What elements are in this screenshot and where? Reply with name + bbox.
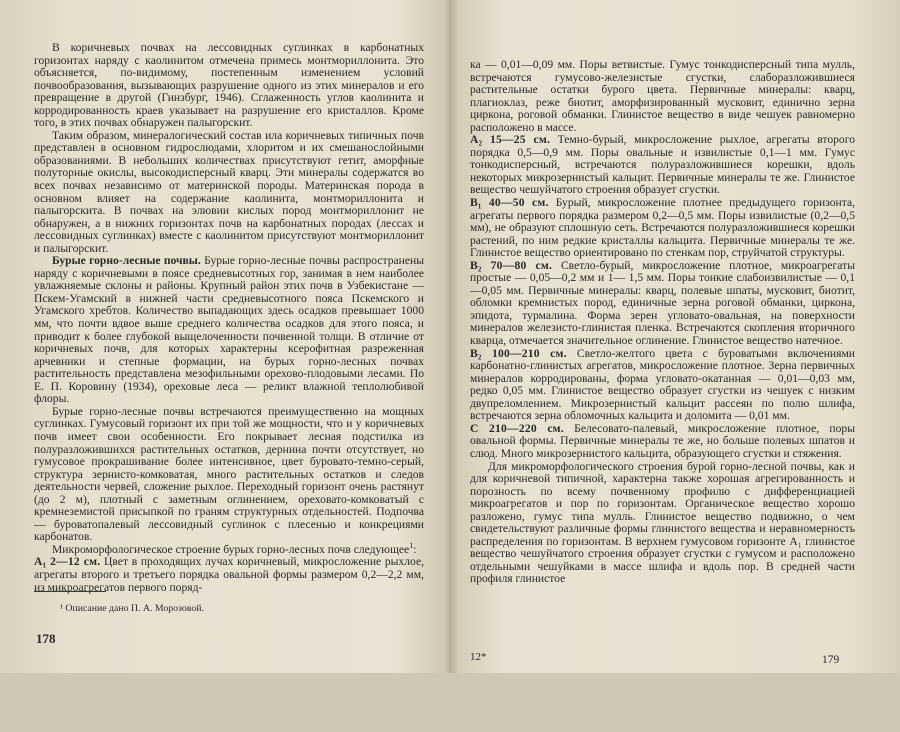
horizon-a1 <box>34 556 424 594</box>
footnote-ref: 1 <box>409 541 414 551</box>
micro-intro-end: : <box>413 542 417 556</box>
horizon-a2-text: Темно-бурый, микросложение рыхлое, агрегаты второго порядка 0,5—0,9 мм. Поры овальные и извилистые 0,1—1 мм. Гумус тонкодисперсный, встречаются полуразложившиеся корешки, вдоль некоторых микрозернистый кальцит. Первичные минералы те же. Глинистое вещество чешуйчатого строения образует сгустки. <box>470 133 855 197</box>
horizon-b1-label: B₁ 40—50 см. <box>470 196 549 210</box>
horizon-c-label: C 210—220 см. <box>470 421 564 435</box>
horizon-a2 <box>470 134 855 197</box>
micro-intro-text: Микроморфологическое строение бурых горно-лесных почв следующее <box>52 542 410 556</box>
horizon-b2-upper <box>470 260 855 348</box>
horizon-a1-label: A₁ 2—12 см. <box>34 555 101 569</box>
horizon-b2-upper-label: B₂ 70—80 см. <box>470 258 553 272</box>
left-paragraph-3: Бурые горно-лесные почвы встречаются преимущественно на мощных суглинках. Гумусовый горизонт их при той же мощности, что и у коричневых почв имеет свои особенности. Его покрывает лесная подстилка из полуразложившихся растительных остатков, дернина почти отсутствует, но гумусовое прокрашивание более интенсивное, цвет буровато-темно-серый, структура зернисто-комковатая, много растительных остатков и следов деятельности червей, сложение рыхлое. Переходный горизонт очень растянут (до 2 м), плотный с заметным оглинением, ореховато-комковатый с кремнеземистой присыпкой по граням структурных отдельностей. Подпочва — буроватопалевый лессовидный суглинок с плесенью и конкрециями карбонатов. <box>34 404 424 544</box>
horizon-c-text: Белесовато-палевый, микросложение плотное, поры овальной формы. Первичные минералы те же, но больше полевых шпатов и слюд. Много микрозернистого кальцита, образующего сгустки и стяжения. <box>470 421 855 460</box>
section-text: Бурые горно-лесные почвы распространены наряду с коричневыми в поясе средневысотных гор, занимая в нем наиболее увлажняемые склоны и районы. Крупный район этих почв в Узбекистане — Пскем-Угамский в нижней части средневысотного пояса Пскемского и Угамского хребтов. Количество выпадающих здесь осадков превышает 1000 мм, что почти вдвое выше среднего количества осадков для этого пояса, и приводит к более глубокой выщелоченности почвенной толщи. В отличие от коричневых почв, для которых характерны ксерофитная разреженная арчевники и степные формации, на бурых горно-лесных почвах растительность представлена мезофильными орехово-плодовыми лесами. По Е. П. Коровину (1934), ореховые леса — реликт влажной теплолюбивой флоры. <box>34 254 424 406</box>
horizon-b1-text: Бурый, микросложение плотнее предыдущего горизонта, агрегаты первого порядка размером 0,2—0,5 мм. Поры извилистые (0,2—0,5 мм), не образуют сплошную сеть. Встречаются полуразложившиеся корешки растений, по ним редкие кристаллы кальцита. Первичные минералы те же. Глинистое вещество ориентировано по стенкам пор, струйчатой структуры. <box>470 196 855 260</box>
horizon-b2-lower <box>470 348 855 423</box>
horizon-a2-label: A₂ 15—25 см. <box>470 133 551 147</box>
signature-mark: 12* <box>470 651 487 663</box>
left-paragraph-1: В коричневых почвах на лессовидных суглинках в карбонатных горизонтах наряду с каолинитом отмечена примесь монтмориллонита. Это объясняется, по-видимому, постепенным изменением условий почвообразования, вызывающих разрушение одного из этих минералов и его превращение в другой (Гинзбург, 1946). Сглаженность углов каолинита и корродированность краев указывает на разрушение его кристаллов. Кроме того, в этих почвах обнаружен палыгорскит. <box>34 42 424 130</box>
section-title: Бурые горно-лесные почвы. <box>52 254 201 268</box>
right-page <box>470 59 855 732</box>
section-paragraph <box>34 255 424 406</box>
horizon-b2-lower-label: B₂ 100—210 см. <box>470 346 567 360</box>
left-page <box>34 42 424 715</box>
footnote-divider <box>34 591 106 592</box>
horizon-b2-upper-text: Светло-бурый, микросложение плотное, микроагрегаты простые — 0,05—0,2 мм и 1— 1,5 мм. Поры тонкие слабоизвилистые — 0,1—0,05 мм. Первичные минералы: кварц, полевые шпаты, мусковит, биотит, обломки кремнистых пород, единичные зерна роговой обманки, циркона, эпидота, турмалина. Форма зерен угловато-овальная, на поверхности минералов железисто-глинистая пленка. Встречаются скопления вторичного кварца, отмечается значительное оглинение. Глинистое вещество натечное. <box>470 258 855 348</box>
left-paragraph-2: Таким образом, минералогический состав ила коричневых типичных почв представлен в основном гидрослюдами, хлоритом и их смешанослойными образованиями. В небольших количествах присутствуют гетит, аморфные полуторные окислы, высокодисперсный кварц. Эти минералы содержатся во всех почвах независимо от материнской породы. Материнская порода в основном влияет на содержание каолинита, монтмориллонита и палыгорскита. В почвах на элювии кислых пород монтмориллонит не обнаружен, а в нижних горизонтах почв на карбонатных породах (лессах и лессовидных суглинках) вместе с каолинитом присутствуют монтмориллонит и палыгорскит. <box>34 128 424 255</box>
footnote: ¹ Описание дано П. А. Морозовой. <box>60 603 204 614</box>
horizon-b2-lower-text: Светло-желтого цвета с буроватыми включениями карбонатно-глинистых агрегатов, микросложение плотное. Зерна первичных минералов корродированы, форма угловато-окатанная — 0,01—0,03 мм, редко 0,05 мм. Глинистое вещество образует сгустки из чешуек с низким двупреломлением. Микрозернистый кальцит рассеян по полю шлифа, встречаются зерна обломочных кальцита и доломита — 0,01 мм. <box>470 346 855 423</box>
page-number-left: 178 <box>36 631 56 646</box>
horizon-a1-text: Цвет в проходящих лучах коричневый, микросложение рыхлое, агрегаты второго и третьего порядка овальной формы размером 0,2—2,2 мм, из микроагрегатов первого поряд- <box>34 555 424 594</box>
horizon-a1-continued: ка — 0,01—0,09 мм. Поры ветвистые. Гумус тонкодисперсный типа мулль, встречаются гумусово-железистые сгустки, слаборазложившиеся растительные остатки бурого цвета. Первичные минералы: кварц, плагиоклаз, реже биотит, аморфизированный мусковит, единично зерна циркона, роговой обманки. Глинистое вещество в виде чешуек равномерно расположено в массе. <box>470 59 855 134</box>
page-number-right: 179 <box>822 654 840 666</box>
horizon-c <box>470 423 855 461</box>
right-final-paragraph: Для микроморфологического строения бурой горно-лесной почвы, как и для коричневой типичной, характерна также хорошая агрегированность и порозность по всему почвенному профилю с дифференциацией микроагрегатов и пор по горизонтам. Органическое вещество хорошо разложено, гумус типа мулль. Глинистое вещество подвижно, о чем свидетельствуют различные формы глинистого вещества и неравномерность распределения по горизонтам. В верхнем гумусовом горизонте A₁ глинистое вещество чешуйчатого строения образует сгустки с гумусом и расположено отдельными чешуйками в массе шлифа и вдоль пор. В средней части профиля глинистое <box>470 459 855 586</box>
horizon-b1 <box>470 197 855 260</box>
